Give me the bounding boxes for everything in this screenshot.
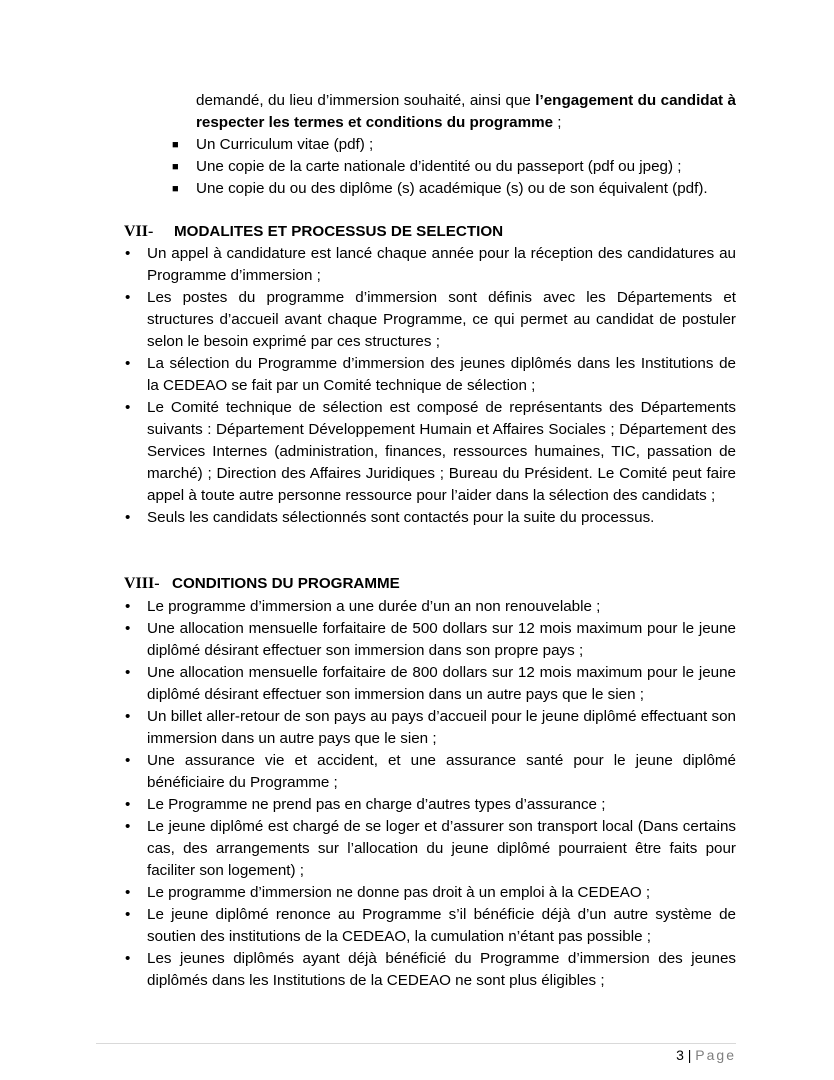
section-8-heading [124,573,400,595]
list-item: • Une assurance vie et accident, et une assurance santé pour le jeune diplômé bénéficiaire du Programme ; [125,752,736,791]
section-8-title: CONDITIONS DU PROGRAMME [172,575,400,592]
bullet-icon: • [125,598,131,615]
list-item: ■ Un Curriculum vitae (pdf) ; [172,134,742,156]
bullet-icon: • [125,906,131,923]
bullet-icon: • [125,884,131,901]
list-item: • Un appel à candidature est lancé chaque année pour la réception des candidatures au Programme d’immersion ; [125,245,736,284]
footer-separator: | [687,1047,692,1063]
continuation-bold: l’engagement du candidat à respecter les termes et conditions du programme [196,92,736,131]
list-item: • Le programme d’immersion ne donne pas droit à un emploi à la CEDEAO ; [124,882,736,904]
list-item: • Le jeune diplômé est chargé de se loger et d’assurer son transport local (Dans certains cas, des arrangements sur l’allocation du jeune diplômé pourraient être faits pour faciliter son logement) ; [125,818,736,879]
list-item: • Les jeunes diplômés ayant déjà bénéficié du Programme d’immersion des jeunes diplômés dans les Institutions de la CEDEAO ne sont plus éligibles ; [125,950,736,989]
bullet-icon: • [125,818,131,835]
continuation-text: demandé, du lieu d’immersion souhaité, ainsi que [196,92,536,109]
list-item: • Les postes du programme d’immersion sont définis avec les Départements et structures d’accueil avant chaque Programme, ce qui permet au candidat de postuler selon le besoin exprimé par ces structures ; [125,289,736,350]
section-7-title: MODALITES ET PROCESSUS DE SELECTION [174,223,504,240]
list-item: • Seuls les candidats sélectionnés sont contactés pour la suite du processus. [124,507,736,529]
square-bullet-icon: ■ [172,161,179,173]
bullet-icon: • [125,509,131,526]
bullet-icon: • [125,950,131,967]
bullet-icon: • [125,796,131,813]
list-item: • Le Comité technique de sélection est composé de représentants des Départements suivants : Département Développement Humain et Affaires Sociales ; Département des Services Internes (administration, finances, ressources humaines, TIC, passation de marché) ; Direction des Affaires Juridiques ; Bureau du Président. Le Comité peut faire appel à toute autre personne ressource pour l’aider dans la sélection des candidats ; [125,399,736,504]
continuation-tail: ; [553,114,562,131]
bullet-icon: • [125,708,131,725]
section-7-number: VII- [124,223,154,240]
list-item: • La sélection du Programme d’immersion des jeunes diplômés dans les Institutions de la CEDEAO se fait par un Comité technique de sélection ; [125,355,736,394]
square-bullet-icon: ■ [172,139,179,151]
section-7-heading [124,221,503,243]
required-documents-list [172,134,742,200]
list-item: • Le programme d’immersion a une durée d’un an non renouvelable ; [124,596,736,618]
page-footer [676,1045,736,1065]
list-item: • Le jeune diplômé renonce au Programme s’il bénéficie déjà d’un autre système de soutien des institutions de la CEDEAO, la cumulation n’étant pas possible ; [125,906,736,945]
list-item: ■ Une copie du ou des diplôme (s) académique (s) ou de son équivalent (pdf). [172,178,742,200]
page-label: Page [695,1047,736,1063]
list-item: • Une allocation mensuelle forfaitaire de 500 dollars sur 12 mois maximum pour le jeune diplômé désirant effectuer son immersion dans son propre pays ; [125,620,736,659]
section-8-list [124,596,736,992]
bullet-icon: • [125,289,131,306]
page-number: 3 [676,1047,684,1063]
square-bullet-icon: ■ [172,183,179,195]
list-item: • Le Programme ne prend pas en charge d’autres types d’assurance ; [124,794,736,816]
bullet-icon: • [125,245,131,262]
list-item: • Un billet aller-retour de son pays au pays d’accueil pour le jeune diplômé effectuant son immersion dans un autre pays que le sien ; [125,708,736,747]
footer-divider [96,1043,736,1044]
bullet-icon: • [125,355,131,372]
list-item: ■ Une copie de la carte nationale d’identité ou du passeport (pdf ou jpeg) ; [172,156,742,178]
section-8-number: VIII- [124,575,160,592]
bullet-icon: • [125,399,131,416]
continuation-paragraph [196,90,736,134]
section-7-list [124,243,736,529]
bullet-icon: • [125,664,131,681]
bullet-icon: • [125,752,131,769]
list-item: • Une allocation mensuelle forfaitaire de 800 dollars sur 12 mois maximum pour le jeune diplômé désirant effectuer son immersion dans un autre pays que le sien ; [125,664,736,703]
bullet-icon: • [125,620,131,637]
